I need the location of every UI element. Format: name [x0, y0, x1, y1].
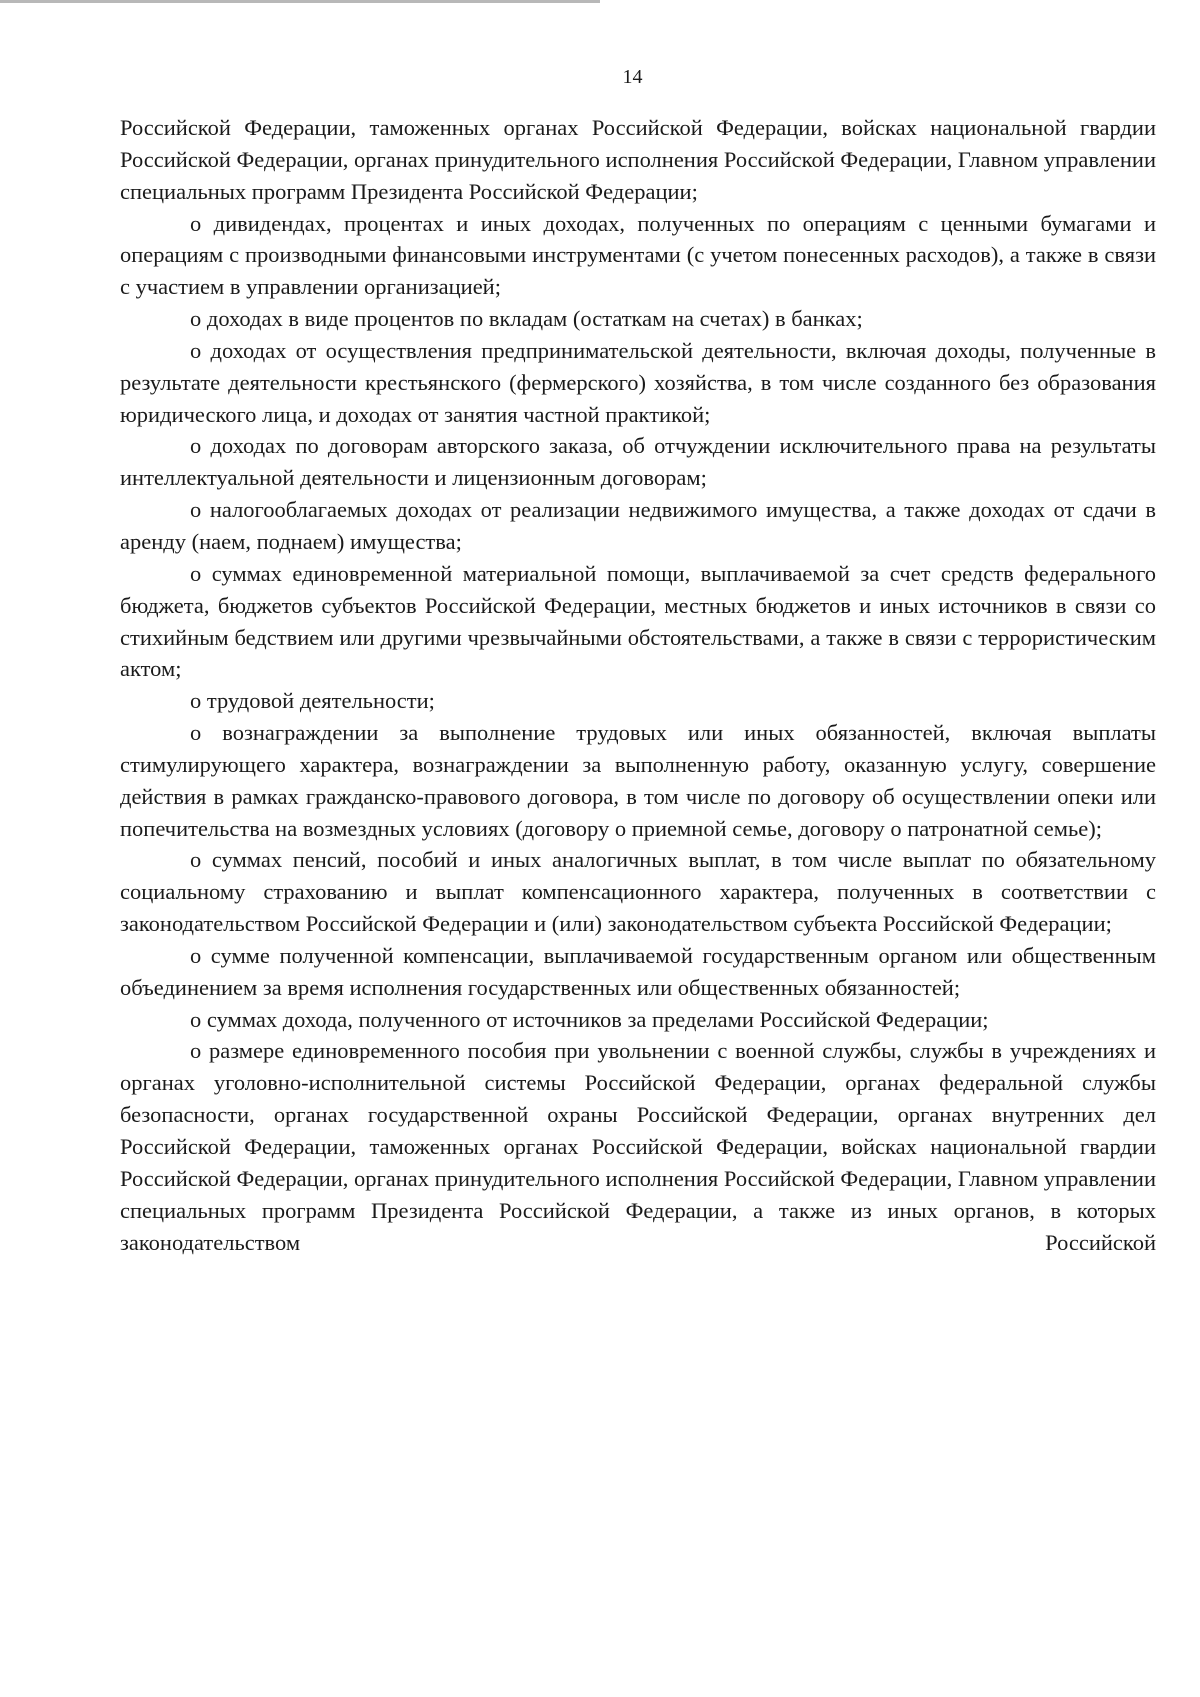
paragraph-real-estate-income: о налогооблагаемых доходах от реализации недвижимого имущества, а также доходах от сдачи в аренду (наем, поднаем) имущества; — [120, 497, 1156, 554]
paragraph-foreign-income: о суммах дохода, полученного от источников за пределами Российской Федерации; — [190, 1006, 989, 1032]
paragraph-continuation: Российской Федерации, таможенных органах Российской Федерации, войсках национальной гвардии Российской Федерации, органах принудительного исполнения Российской Федерации, Главном управлении специальных программ Президента Российской Федерации; — [120, 115, 1156, 204]
paragraph-labor-activity: о трудовой деятельности; — [190, 688, 435, 714]
paragraph-compensation: о сумме полученной компенсации, выплачиваемой государственным органом или общественным объединением за время исполнения государственных или общественных обязанностей; — [120, 942, 1156, 1000]
paragraph-author-contracts: о доходах по договорам авторского заказа, об отчуждении исключительного права на результаты интеллектуальной деятельности и лицензионным договорам; — [120, 433, 1156, 491]
paragraph-material-aid: о суммах единовременной материальной помощи, выплачиваемой за счет средств федерального бюджета, бюджетов субъектов Российской Федерации, местных бюджетов и иных источников в связи со стихийным бедствием или другими чрезвычайными обстоятельствами, а также в связи с террористическим актом; — [120, 560, 1156, 682]
paragraph-severance: о размере единовременного пособия при увольнении с военной службы, службы в учреждениях и органах уголовно-исполнительной системы Российской Федерации, органах федеральной службы безопасности, органах государственной охраны Российской Федерации, органах внутренних дел Российской Федерации, таможенных органах Российской Федерации, войсках национальной гвардии Российской Федерации, органах принудительного исполнения Российской Федерации, Главном управлении специальных программ Президента Российской Федерации, а также из иных органов, в которых законодательством Российской — [120, 1038, 1156, 1255]
paragraph-deposit-interest: о доходах в виде процентов по вкладам (остаткам на счетах) в банках; — [190, 306, 863, 332]
page-number: 14 — [622, 66, 643, 88]
paragraph-remuneration: о вознаграждении за выполнение трудовых или иных обязанностей, включая выплаты стимулирующего характера, вознаграждении за выполненную работу, оказанную услугу, совершение действия в рамках гражданско-правового договора, в том числе по договору об осуществлении опеки или попечительства на возмездных условиях (договору о приемной семье, договору о патронатной семье); — [120, 720, 1156, 841]
paragraph-pensions: о суммах пенсий, пособий и иных аналогичных выплат, в том числе выплат по обязательному социальному страхованию и выплат компенсационного характера, полученных в соответствии с законодательством Российской Федерации и (или) законодательством субъекта Российской Федерации; — [120, 847, 1156, 937]
document-body — [120, 112, 1156, 1258]
paragraph-dividends: о дивидендах, процентах и иных доходах, полученных по операциям с ценными бумагами и операциям с производными финансовыми инструментами (с учетом понесенных расходов), а также в связи с участием в управлении организацией; — [120, 210, 1156, 300]
paragraph-entrepreneurial-income: о доходах от осуществления предпринимательской деятельности, включая доходы, полученные в результате деятельности крестьянского (фермерского) хозяйства, в том числе созданного без образования юридического лица, и доходах от занятия частной практикой; — [120, 337, 1156, 427]
scan-edge-line — [0, 0, 600, 3]
